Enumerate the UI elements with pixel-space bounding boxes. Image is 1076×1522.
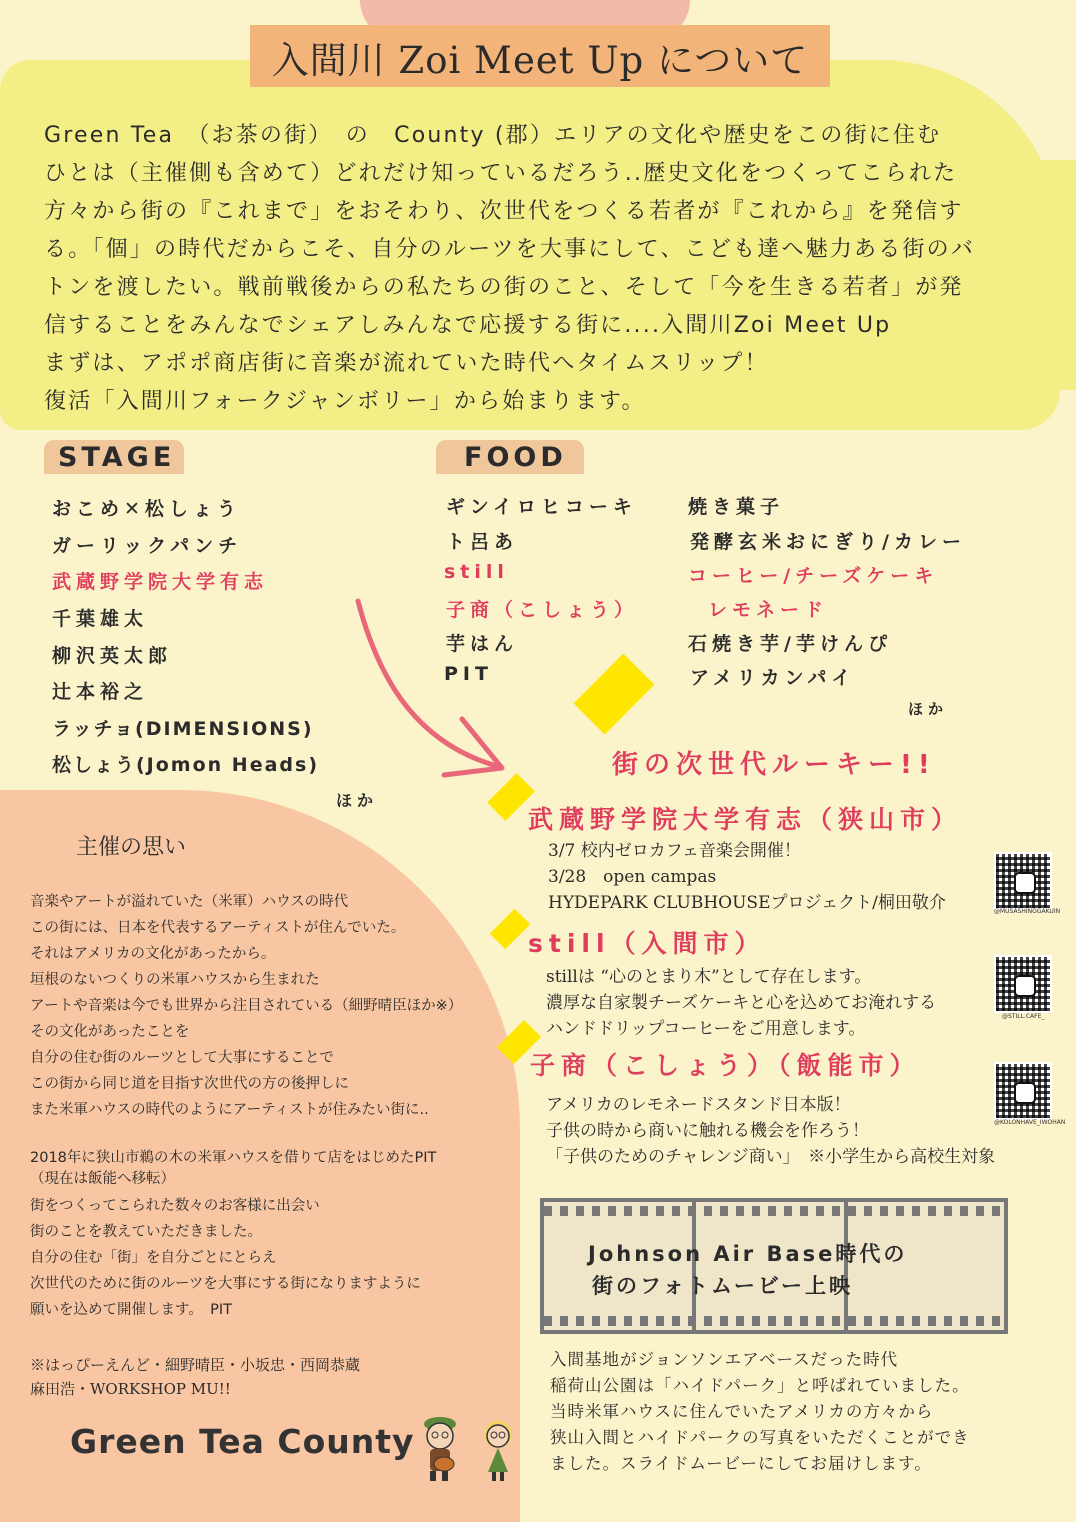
film-perforation: [544, 1316, 1004, 1326]
food-vendor: 子商（こしょう）: [446, 599, 639, 621]
mascot-guitar-icon: [424, 1417, 456, 1481]
host-line: 自分の住む街のルーツとして大事にすることで: [30, 1050, 334, 1066]
movie-desc: 狭山入間とハイドパークの写真をいただくことができ: [550, 1428, 970, 1447]
diamond-decoration: [574, 654, 655, 735]
movie-subtitle: 街のフォトムービー上映: [592, 1274, 854, 1298]
food-vendor: PIT: [444, 663, 493, 685]
mascot-illustration: [418, 1412, 528, 1482]
instagram-icon: [1014, 872, 1036, 894]
food-vendor: still: [444, 561, 509, 583]
stage-item: ガーリックパンチ: [52, 535, 243, 557]
diamond-decoration: [490, 909, 530, 949]
food-menu: 石焼き芋/芋けんぴ: [688, 633, 892, 655]
arrow-icon: [350, 595, 520, 785]
film-strip: [540, 1198, 1008, 1334]
brand-name: Green Tea County: [70, 1422, 415, 1461]
stage-item: おこめ✕松しょう: [52, 498, 241, 520]
rookie-name: 子商（こしょう）（飯能市）: [530, 1051, 921, 1080]
rookie-name: still（入間市）: [528, 929, 766, 958]
intro-line: 方々から街の『これまで」をおそわり、次世代をつくる若者が『これから』を発信す: [44, 199, 964, 224]
rookie-detail: 「子供のためのチャレンジ商い」 ※小学生から高校生対象: [546, 1147, 996, 1167]
movie-desc: ました。スライドムービーにしてお届けします。: [550, 1454, 932, 1473]
rookie-detail: アメリカのレモネードスタンド日本版！: [546, 1095, 851, 1115]
qr-code[interactable]: [994, 1062, 1052, 1120]
rookie-detail: 子供の時から商いに触れる機会を作ろう！: [546, 1121, 869, 1141]
host-line: その文化があったことを: [30, 1024, 190, 1040]
movie-desc: 入間基地がジョンソンエアベースだった時代: [550, 1350, 899, 1369]
host-title: 主催の思い: [76, 835, 187, 860]
movie-desc: 当時米軍ハウスに住んでいたアメリカの方々から: [550, 1402, 934, 1421]
stage-item: 千葉雄太: [52, 608, 149, 630]
host-line: この街から同じ道を目指す次世代の方の後押しに: [30, 1076, 349, 1092]
host-line: （現在は飯能へ移転）: [30, 1171, 175, 1187]
host-note: ※はっぴーえんど・細野晴臣・小坂忠・西岡恭蔵: [30, 1356, 361, 1374]
host-line: 自分の住む「街」を自分ごとにとらえ: [30, 1250, 277, 1266]
host-line: 垣根のないつくりの米軍ハウスから生まれた: [30, 972, 320, 988]
host-line: 街をつくってこられた数々のお客様に出会い: [30, 1198, 320, 1214]
intro-line: Green Tea （お茶の街） の County (郡）エリアの文化や歴史をこの街に住む: [44, 123, 942, 148]
stage-item: ラッチョ(DIMENSIONS): [52, 718, 314, 740]
page-title: 入間川 Zoi Meet Up について: [271, 39, 809, 82]
stage-title: STAGE: [58, 442, 176, 473]
food-menu: レモネード: [708, 599, 829, 621]
food-vendor: ト呂あ: [446, 531, 519, 553]
host-line: 次世代のために街のルーツを大事にする街になりますように: [30, 1276, 421, 1292]
host-line: それはアメリカの文化があったから。: [30, 946, 276, 962]
intro-line: 復活「入間川フォークジャンボリー」から始まります。: [44, 389, 646, 414]
food-more: ほか: [908, 700, 949, 718]
rookie-detail: ハンドドリップコーヒーをご用意します。: [546, 1019, 866, 1039]
rookie-heading: 街の次世代ルーキー!!: [612, 750, 936, 780]
host-note: 麻田浩・WORKSHOP MU!!: [30, 1380, 231, 1398]
food-vendor: ギンイロヒコーキ: [446, 496, 637, 518]
rookie-detail: 3/7 校内ゼロカフェ音楽会開催！: [548, 841, 801, 861]
stage-item: 柳沢英太郎: [52, 645, 173, 667]
rookie-name: 武蔵野学院大学有志（狭山市）: [528, 805, 963, 834]
rookie-detail: 濃厚な自家製チーズケーキと心を込めてお淹れする: [546, 993, 937, 1013]
food-menu: アメリカンパイ: [690, 667, 856, 689]
rookie-detail: 3/28 open campas: [548, 867, 717, 887]
host-line: 音楽やアートが溢れていた（米軍）ハウスの時代: [30, 894, 349, 910]
mascot-girl-icon: [484, 1420, 512, 1481]
instagram-icon: [1014, 1082, 1036, 1104]
movie-desc: 稲荷山公園は「ハイドパーク」と呼ばれていました。: [550, 1376, 970, 1395]
host-line: アートや音楽は今でも世界から注目されている（細野晴臣ほか※）: [30, 998, 463, 1014]
stage-item: 武蔵野学院大学有志: [52, 571, 269, 593]
host-line: また米軍ハウスの時代のようにアーティストが住みたい街に..: [30, 1102, 429, 1118]
intro-line: まずは、アポポ商店街に音楽が流れていた時代へタイムスリップ！: [44, 351, 769, 376]
film-perforation: [544, 1206, 1004, 1216]
host-line: 2018年に狭山市鵜の木の米軍ハウスを借りて店をはじめたPIT: [30, 1150, 437, 1166]
food-menu: 焼き菓子: [688, 496, 785, 518]
stage-item: 辻本裕之: [52, 681, 149, 703]
stage-more: ほか: [336, 791, 379, 810]
intro-line: る。「個」の時代だからこそ、自分のルーツを大事にして、こども達へ魅力ある街のバ: [44, 237, 976, 262]
qr-code[interactable]: [994, 852, 1052, 910]
qr-caption: @STILL.CAFE_: [1002, 1013, 1045, 1020]
intro-line: ひとは（主催側も含めて）どれだけ知っているだろう..歴史文化をつくってこられた: [44, 161, 958, 186]
intro-line: トンを渡したい。戦前戦後からの私たちの街のこと、そして「今を生きる若者」が発: [44, 275, 964, 300]
qr-code[interactable]: [994, 955, 1052, 1013]
intro-line: 信することをみんなでシェアしみんなで応援する街に....入間川Zoi Meet Up: [44, 313, 892, 338]
rookie-detail: HYDEPARK CLUBHOUSEプロジェクト/桐田敬介: [548, 893, 946, 913]
host-line: 街のことを教えていただきました。: [30, 1224, 262, 1240]
rookie-detail: stillは “心のとまり木”として存在します。: [546, 967, 872, 987]
qr-caption: @MUSASHINOGAKUIN: [994, 908, 1061, 915]
food-menu: 発酵玄米おにぎり/カレー: [690, 531, 966, 553]
qr-caption: @KOLONHAVE_IWOHAN: [994, 1119, 1066, 1126]
food-title: FOOD: [464, 442, 567, 473]
host-line: 願いを込めて開催します。 PIT: [30, 1302, 232, 1318]
food-vendor: 芋はん: [446, 633, 519, 655]
movie-title: Johnson Air Base時代の: [588, 1242, 908, 1266]
stage-item: 松しょう(Jomon Heads): [52, 754, 320, 776]
host-line: この街には、日本を代表するアーティストが住んでいた。: [30, 920, 406, 936]
food-menu: コーヒー/チーズケーキ: [688, 565, 939, 587]
instagram-icon: [1014, 975, 1036, 997]
